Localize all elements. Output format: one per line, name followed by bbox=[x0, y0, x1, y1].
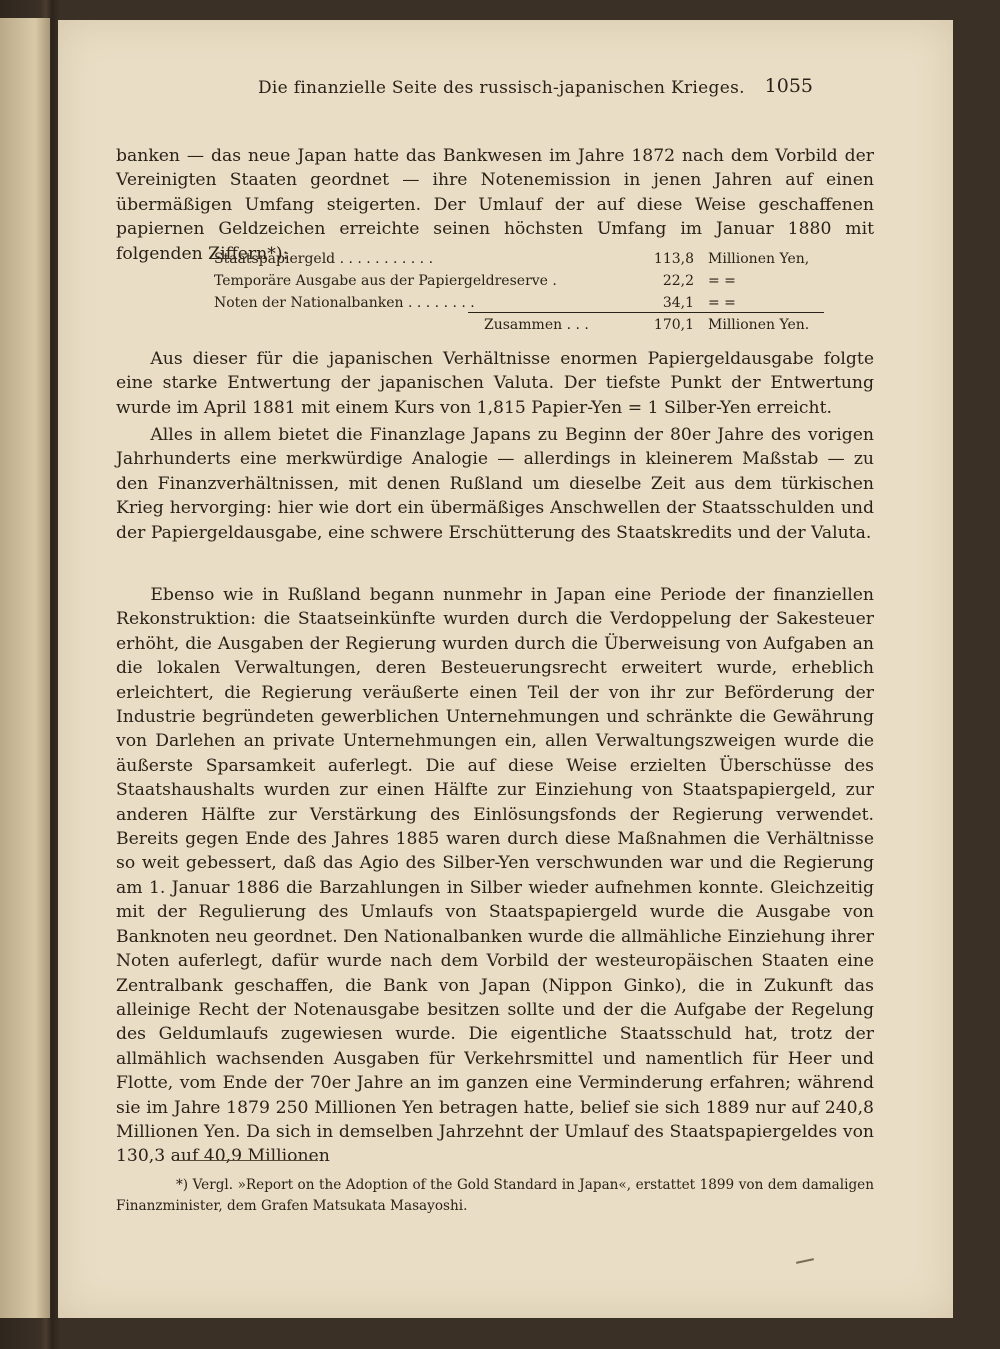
row-label: Noten der Nationalbanken . . . . . . . . bbox=[214, 295, 475, 311]
sum-rule bbox=[468, 312, 824, 313]
running-title: Die finanzielle Seite des russisch-japanischen Krieges. bbox=[258, 78, 745, 98]
row-label: Staatspapiergeld . . . . . . . . . . . bbox=[214, 251, 434, 267]
page-number: 1055 bbox=[764, 75, 813, 97]
total-unit: Millionen Yen. bbox=[708, 317, 810, 333]
book-page bbox=[58, 20, 953, 1318]
paragraph-2: Aus dieser für die japanischen Verhältnisse enormen Papiergeldausgabe folgte eine starke Entwertung der japanischen Valuta. Der tiefste Punkt der Entwertung wurde im April 1881 mit einem Kurs von 1,815 Papier-Yen = 1 Silber-Yen erreicht. bbox=[116, 349, 874, 418]
table-total-row bbox=[214, 314, 824, 336]
row-value: 22,2 bbox=[662, 273, 694, 289]
row-unit: Millionen Yen, bbox=[708, 251, 810, 267]
total-label: Zusammen . . . bbox=[484, 317, 589, 333]
paragraph-3: Alles in allem bietet die Finanzlage Japans zu Beginn der 80er Jahre des vorigen Jahrhunderts eine merkwürdige Analogie — allerdings in kleinerem Maßstab — zu den Finanzverhältnissen, mit denen Rußland um dieselbe Zeit aus dem türkischen Krieg hervorging: hier wie dort ein übermäßiges Anschwellen der Staatsschulden und der Papiergeldausgabe, eine schwere Erschütterung des Staatskredits und der Valuta. bbox=[116, 425, 874, 543]
row-unit: = = bbox=[708, 295, 736, 311]
previous-page-edge bbox=[0, 18, 50, 1318]
footnote-rule bbox=[176, 1160, 318, 1161]
table-row bbox=[214, 248, 824, 270]
total-value: 170,1 bbox=[653, 317, 694, 333]
footnote: *) Vergl. »Report on the Adoption of the Gold Standard in Japan«, erstattet 1899 von dem damaligen Finanzminister, dem Grafen Matsukata Masayoshi. bbox=[116, 1177, 874, 1214]
table-row bbox=[214, 292, 824, 314]
row-value: 113,8 bbox=[653, 251, 694, 267]
pencil-mark bbox=[796, 1258, 814, 1264]
row-unit: = = bbox=[708, 273, 736, 289]
circulation-table bbox=[214, 248, 824, 336]
row-value: 34,1 bbox=[662, 295, 694, 311]
paragraph-4: Ebenso wie in Rußland begann nunmehr in Japan eine Periode der finanziellen Rekonstruktion: die Staatseinkünfte wurden durch die Verdoppelung der Sakesteuer erhöht, die Ausgaben der Regierung wurden durch die Überweisung von Aufgaben an die lokalen Verwaltungen, deren Besteuerungsrecht erweitert wurde, erheblich erleichtert, die Regierung veräußerte einen Teil der von ihr zur Beförderung der Industrie begründeten gewerblichen Unternehmungen und schränkte die Gewährung von Darlehen an private Unternehmungen ein, allen Verwaltungszweigen wurde die äußerste Sparsamkeit auferlegt. Die auf diese Weise erzielten Überschüsse des Staatshaushalts wurden zur einen Hälfte zur Einziehung von Staatspapiergeld, zur anderen Hälfte zur Verstärkung des Einlösungsfonds der Regierung verwendet. Bereits gegen Ende des Jahres 1885 waren durch diese Maßnahmen die Verhältnisse so weit gebessert, daß das Agio des Silber-Yen verschwunden war und die Regierung am 1. Januar 1886 die Barzahlungen in Silber wieder aufnehmen konnte. Gleichzeitig mit der Regulierung des Umlaufs von Staatspapiergeld wurde die Ausgabe von Banknoten neu geordnet. Den Nationalbanken wurde die allmähliche Einziehung ihrer Noten auferlegt, dafür wurde nach dem Vorbild der westeuropäischen Staaten eine Zentralbank geschaffen, die Bank von Japan (Nippon Ginko), die in Zukunft das alleinige Recht der Notenausgabe besitzen sollte und der die Aufgabe der Regelung des Geldumlaufs zugewiesen wurde. Die eigentliche Staatsschuld hat, trotz der allmählich wachsenden Ausgaben für Verkehrsmittel und namentlich für Heer und Flotte, vom Ende der 70er Jahre an im ganzen eine Verminderung erfahren; während sie im Jahre 1879 250 Millionen Yen betragen hatte, belief sie sich 1889 nur auf 240,8 Millionen Yen. Da sich in demselben Jahrzehnt der Umlauf des Staatspapiergeldes von 130,3 auf 40,9 Millionen bbox=[116, 585, 874, 1167]
row-label: Temporäre Ausgabe aus der Papiergeldreserve . bbox=[214, 273, 557, 289]
paragraph-1: banken — das neue Japan hatte das Bankwesen im Jahre 1872 nach dem Vorbild der Vereinigten Staaten geordnet — ihre Notenemission in jenen Jahren auf einen übermäßigen Umfang steigerten. Der Umlauf der auf diese Weise geschaffenen papiernen Geldzeichen erreichte seinen höchsten Umfang im Januar 1880 mit folgenden Ziffern*): bbox=[116, 146, 874, 264]
table-row bbox=[214, 270, 824, 292]
